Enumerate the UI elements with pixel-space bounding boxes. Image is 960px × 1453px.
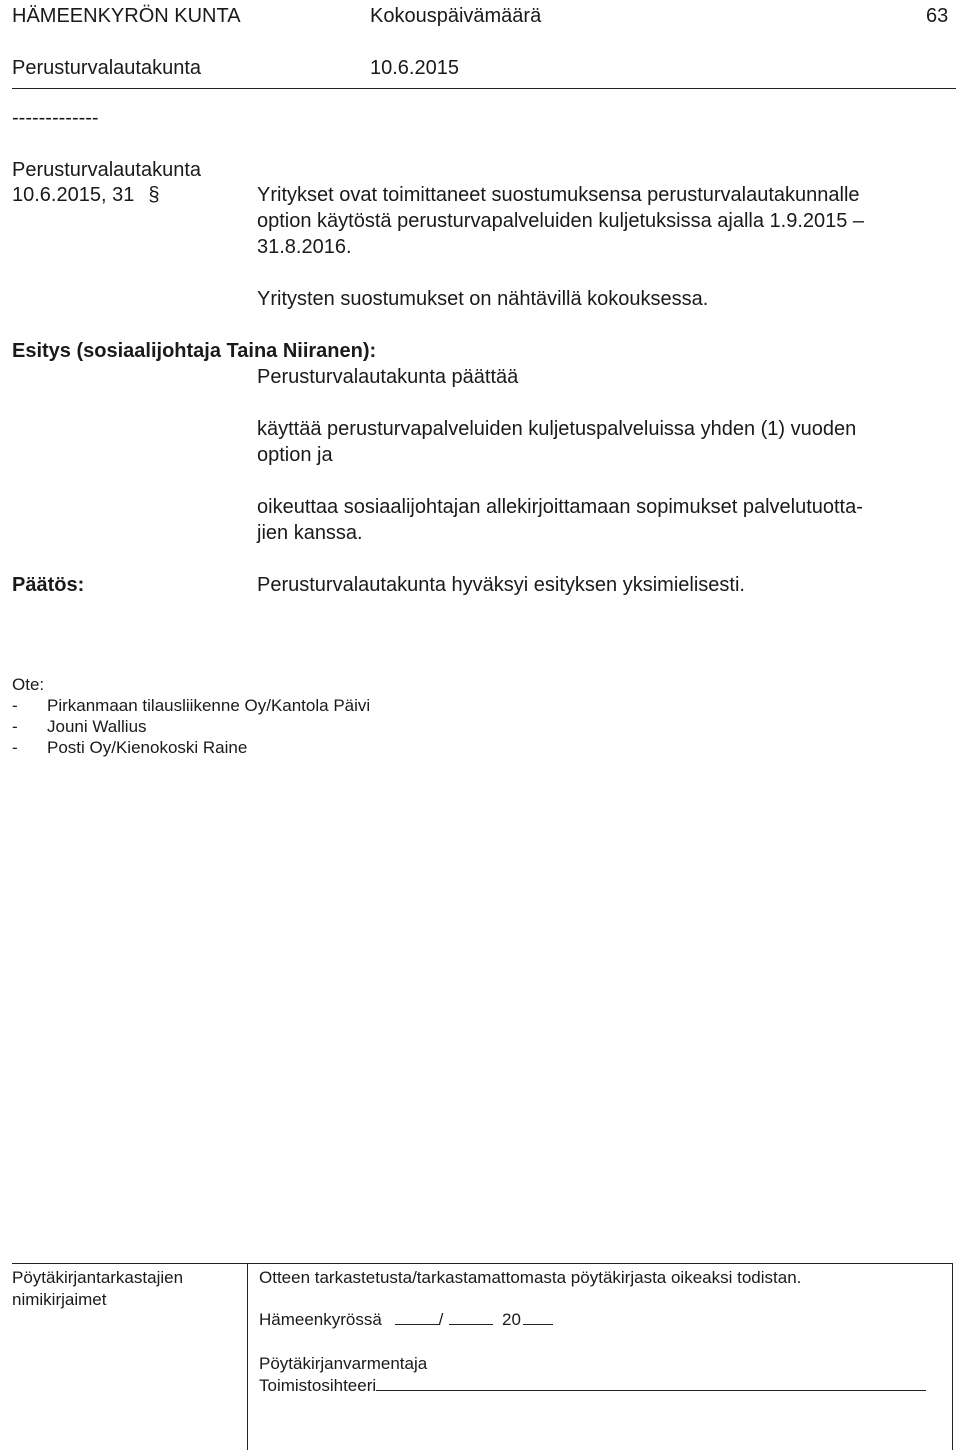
proposal-item-2-line-2: jien kanssa. bbox=[257, 522, 363, 544]
extract-label: Ote: bbox=[12, 675, 45, 694]
recipient-name: Pirkanmaan tilausliikenne Oy/Kantola Päivi bbox=[47, 696, 371, 715]
day-blank-line bbox=[395, 1323, 439, 1325]
section-sign: § bbox=[148, 184, 160, 206]
date-slash: / bbox=[438, 1310, 444, 1329]
footer-inspectors-label-1: Pöytäkirjantarkastajien bbox=[12, 1268, 184, 1287]
year-blank-line bbox=[523, 1323, 553, 1325]
footer-verifier-label: Pöytäkirjanvarmentaja bbox=[259, 1354, 428, 1373]
list-bullet: - bbox=[12, 696, 18, 715]
footer-place-date bbox=[259, 1310, 553, 1330]
header-rule bbox=[12, 88, 956, 89]
recipient-name: Posti Oy/Kienokoski Raine bbox=[47, 738, 248, 757]
section-date-number: 10.6.2015, 31 bbox=[12, 184, 135, 206]
proposal-item-2-line-1: oikeuttaa sosiaalijohtajan allekirjoittamaan sopimukset palvelutuotta- bbox=[257, 496, 863, 518]
footer-secretary-line bbox=[259, 1376, 926, 1396]
year-prefix: 20 bbox=[502, 1310, 521, 1329]
meeting-date-label: Kokouspäivämäärä bbox=[370, 5, 542, 27]
proposal-label: Esitys (sosiaalijohtaja Taina Niiranen): bbox=[12, 340, 377, 362]
decision-text: Perusturvalautakunta hyväksyi esityksen yksimielisesti. bbox=[257, 574, 745, 596]
footer-certification-text: Otteen tarkastetusta/tarkastamattomasta pöytäkirjasta oikeaksi todistan. bbox=[259, 1268, 802, 1287]
municipality-name: HÄMEENKYRÖN KUNTA bbox=[12, 5, 241, 27]
extract-recipient bbox=[12, 717, 147, 737]
footer-divider bbox=[247, 1264, 248, 1450]
committee-name: Perusturvalautakunta bbox=[12, 57, 202, 79]
meeting-date: 10.6.2015 bbox=[370, 57, 459, 79]
page-number: 63 bbox=[926, 5, 949, 27]
proposal-item-1-line-2: option ja bbox=[257, 444, 333, 466]
footer-place: Hämeenkyrössä bbox=[259, 1310, 382, 1329]
paragraph-1-line-3: 31.8.2016. bbox=[257, 236, 352, 258]
extract-recipient bbox=[12, 738, 248, 758]
section-body-name: Perusturvalautakunta bbox=[12, 159, 202, 181]
paragraph-2: Yritysten suostumukset on nähtävillä kokouksessa. bbox=[257, 288, 709, 310]
decision-label: Päätös: bbox=[12, 574, 85, 596]
list-bullet: - bbox=[12, 717, 18, 736]
paragraph-1-line-1: Yritykset ovat toimittaneet suostumuksensa perusturvalautakunnalle bbox=[257, 184, 860, 206]
footer-inspectors-label-2: nimikirjaimet bbox=[12, 1290, 107, 1309]
paragraph-1-line-2: option käytöstä perusturvapalveluiden kuljetuksissa ajalla 1.9.2015 – bbox=[257, 210, 865, 232]
list-bullet: - bbox=[12, 738, 18, 757]
separator-line: ------------- bbox=[12, 107, 99, 129]
recipient-name: Jouni Wallius bbox=[47, 717, 147, 736]
section-reference bbox=[12, 184, 159, 207]
signature-blank-line bbox=[376, 1389, 926, 1391]
footer-certification-box bbox=[12, 1263, 953, 1450]
footer-secretary-label: Toimistosihteeri bbox=[259, 1376, 377, 1395]
proposal-item-1-line-1: käyttää perusturvapalveluiden kuljetuspalveluissa yhden (1) vuoden bbox=[257, 418, 857, 440]
extract-recipient bbox=[12, 696, 371, 716]
proposal-intro: Perusturvalautakunta päättää bbox=[257, 366, 519, 388]
month-blank-line bbox=[449, 1323, 493, 1325]
